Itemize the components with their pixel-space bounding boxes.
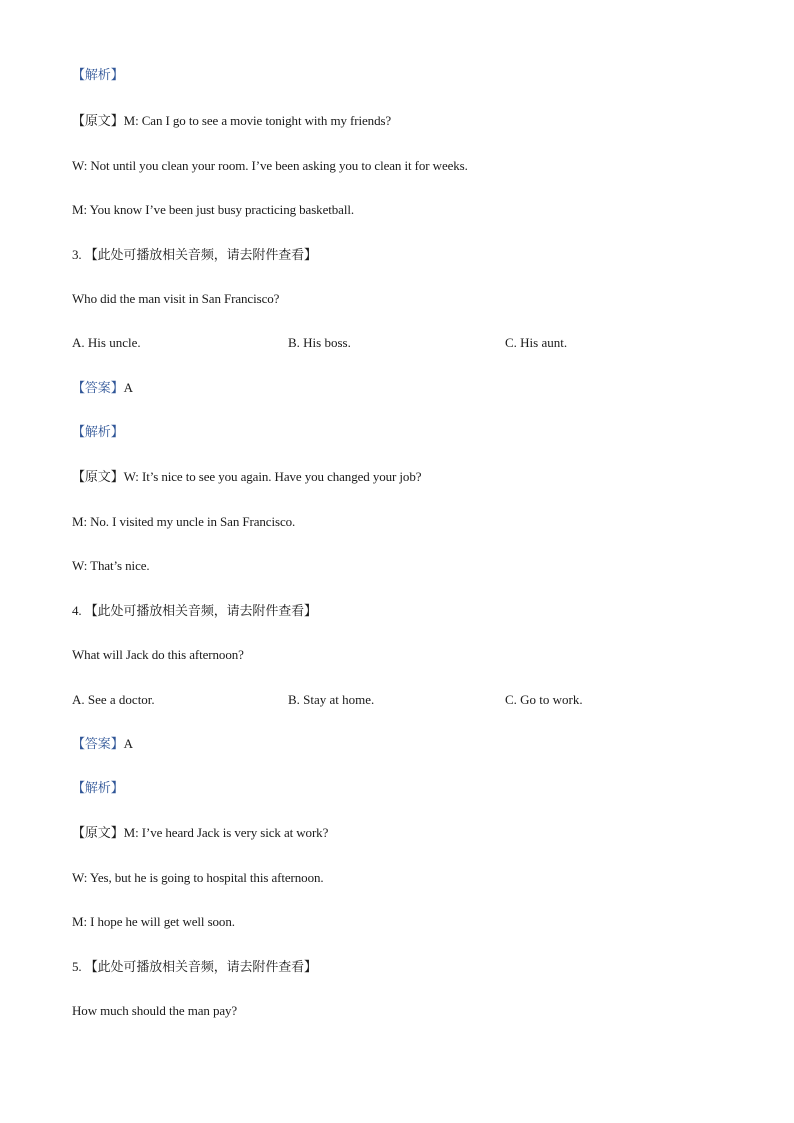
question-header-q4 bbox=[72, 602, 317, 621]
question-number: 4. bbox=[72, 603, 82, 618]
audio-placeholder: 【此处可播放相关音频，请去附件查看】 bbox=[84, 604, 317, 619]
answer-line-q4 bbox=[72, 735, 133, 754]
original-label: 【原文】 bbox=[72, 826, 124, 841]
question-header-q5 bbox=[72, 958, 317, 977]
option-c: C. Go to work. bbox=[505, 692, 583, 707]
transcript-line: M: You know I’ve been just busy practicing basketball. bbox=[72, 202, 355, 217]
answer-line-q3 bbox=[72, 379, 133, 398]
question-number: 5. bbox=[72, 959, 82, 974]
original-label: 【原文】 bbox=[72, 114, 124, 129]
transcript-line: W: Not until you clean your room. I’ve been asking you to clean it for weeks. bbox=[72, 158, 468, 173]
original-line-q4 bbox=[72, 824, 328, 843]
transcript-line: M: I hope he will get well soon. bbox=[72, 914, 235, 929]
options-q3 bbox=[0, 334, 794, 352]
option-c: C. His aunt. bbox=[505, 335, 568, 350]
original-text: M: I’ve heard Jack is very sick at work? bbox=[123, 825, 329, 840]
transcript-line: W: Yes, but he is going to hospital this afternoon. bbox=[72, 870, 324, 885]
question-text-q4: What will Jack do this afternoon? bbox=[72, 647, 244, 662]
option-a: A. See a doctor. bbox=[72, 692, 155, 707]
question-number: 3. bbox=[72, 247, 82, 262]
question-text-q5: How much should the man pay? bbox=[72, 1003, 238, 1018]
original-text: M: Can I go to see a movie tonight with my friends? bbox=[123, 113, 392, 128]
transcript-line: W: That’s nice. bbox=[72, 558, 150, 573]
question-text-q3: Who did the man visit in San Francisco? bbox=[72, 291, 280, 306]
original-line-q2 bbox=[72, 112, 391, 131]
audio-placeholder: 【此处可播放相关音频，请去附件查看】 bbox=[84, 248, 317, 263]
analysis-label-q4: 【解析】 bbox=[72, 781, 124, 796]
analysis-label-q3: 【解析】 bbox=[72, 425, 124, 440]
transcript-line: M: No. I visited my uncle in San Francisco. bbox=[72, 514, 296, 529]
original-label: 【原文】 bbox=[72, 470, 124, 485]
option-b: B. His boss. bbox=[288, 335, 351, 350]
options-q4 bbox=[0, 691, 794, 709]
answer-label: 【答案】 bbox=[72, 381, 124, 396]
answer-value: A bbox=[123, 736, 133, 751]
answer-label: 【答案】 bbox=[72, 737, 124, 752]
audio-placeholder: 【此处可播放相关音频，请去附件查看】 bbox=[84, 960, 317, 975]
answer-value: A bbox=[123, 380, 133, 395]
original-line-q3 bbox=[72, 468, 421, 487]
question-header-q3 bbox=[72, 246, 317, 265]
option-a: A. His uncle. bbox=[72, 335, 141, 350]
option-b: B. Stay at home. bbox=[288, 692, 375, 707]
original-text: W: It’s nice to see you again. Have you changed your job? bbox=[123, 469, 422, 484]
analysis-label-q2: 【解析】 bbox=[72, 68, 124, 83]
